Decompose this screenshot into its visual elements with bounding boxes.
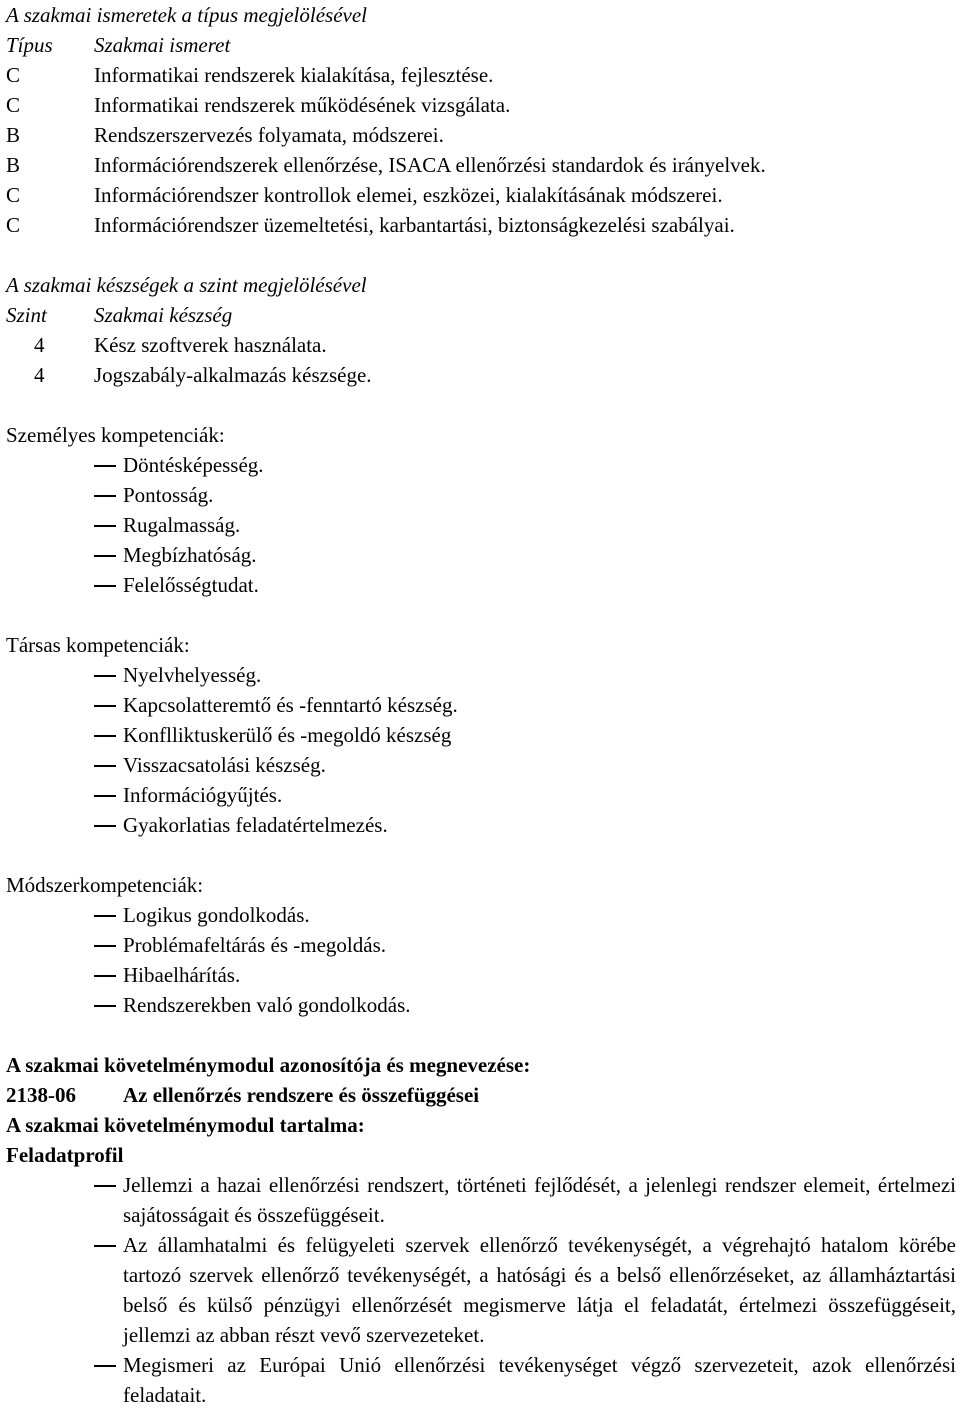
dash-bullet-icon [94,915,116,917]
dash-bullet-icon [94,735,116,737]
dash-bullet-icon [94,765,116,767]
list-item-text: Döntésképesség. [123,453,264,477]
list-item [6,810,958,840]
module-id-row [6,1080,958,1110]
knowledge-row [6,210,958,240]
list-item [6,570,958,600]
col-level-header: Szint [6,303,47,327]
knowledge-text: Információrendszerek ellenőrzése, ISACA ellenőrzési standardok és irányelvek. [94,153,766,177]
dash-bullet-icon [94,1185,116,1187]
task-item [6,1230,956,1350]
knowledge-row [6,180,958,210]
dash-bullet-icon [94,555,116,557]
dash-bullet-icon [94,675,116,677]
dash-bullet-icon [94,525,116,527]
list-item-text: Pontosság. [123,483,214,507]
list-item-text: Logikus gondolkodás. [123,903,310,927]
list-item [6,450,958,480]
module-code: 2138-06 [6,1083,76,1107]
social-competencies-heading: Társas kompetenciák: [6,633,190,657]
dash-bullet-icon [94,585,116,587]
skills-header-row [6,300,958,330]
task-text: Megismeri az Európai Unió ellenőrzési tevékenységet végző szervezeteit, azok ellenőrzési feladatait. [123,1353,956,1407]
knowledge-header-row [6,30,958,60]
task-item [6,1170,956,1230]
list-item-text: Információgyűjtés. [123,783,283,807]
list-item-text: Visszacsatolási készség. [123,753,326,777]
spacer [6,840,958,870]
list-item-text: Rugalmasság. [123,513,241,537]
dash-bullet-icon [94,1365,116,1367]
dash-bullet-icon [94,795,116,797]
list-item-text: Problémafeltárás és -megoldás. [123,933,386,957]
task-text: Jellemzi a hazai ellenőrzési rendszert, történeti fejlődését, a jelenlegi rendszer elemeit, értelmezi sajátosságait és összefüggéseit. [123,1173,956,1227]
knowledge-type: C [6,183,21,207]
social-competencies-list [6,660,958,840]
knowledge-heading: A szakmai ismeretek a típus megjelölésével [6,3,367,27]
knowledge-type: B [6,153,21,177]
task-text: Az államhatalmi és felügyeleti szervek ellenőrző tevékenységét, a végrehajtó hatalom körébe tartozó szervek ellenőrző tevékenységét, a hatósági és a belső ellenőrzéseket, az államháztartási belső és külső pénzügyi ellenőrzését megismerve látja el feladatát, értelmezi összefüggéseit, jellemzi az abban részt vevő szervezeteket. [123,1233,956,1347]
skill-text: Jogszabály-alkalmazás készsége. [94,363,372,387]
task-profile-heading: Feladatprofil [6,1143,124,1167]
task-item [6,1350,956,1410]
list-item-text: Konflliktuskerülő és -megoldó készség [123,723,452,747]
knowledge-text: Információrendszer üzemeltetési, karbantartási, biztonságkezelési szabályai. [94,213,735,237]
method-competencies-heading: Módszerkompetenciák: [6,873,204,897]
dash-bullet-icon [94,465,116,467]
spacer [6,1020,958,1050]
dash-bullet-icon [94,975,116,977]
method-competencies-list [6,900,958,1020]
list-item-text: Rendszerekben való gondolkodás. [123,993,411,1017]
module-id-heading: A szakmai követelménymodul azonosítója és megnevezése: [6,1053,531,1077]
dash-bullet-icon [94,945,116,947]
list-item [6,690,958,720]
list-item [6,660,958,690]
list-item [6,990,958,1020]
dash-bullet-icon [94,1245,116,1247]
list-item-text: Gyakorlatias feladatértelmezés. [123,813,388,837]
personal-competencies-list [6,450,958,600]
col-knowledge-header: Szakmai ismeret [94,33,231,57]
list-item [6,960,958,990]
knowledge-row [6,90,958,120]
module-content-heading: A szakmai követelménymodul tartalma: [6,1113,365,1137]
knowledge-row [6,60,958,90]
knowledge-text: Informatikai rendszerek működésének vizsgálata. [94,93,511,117]
skills-heading: A szakmai készségek a szint megjelölésével [6,273,367,297]
list-item [6,780,958,810]
spacer [6,600,958,630]
list-item-text: Kapcsolatteremtő és -fenntartó készség. [123,693,458,717]
spacer [6,390,958,420]
knowledge-row [6,150,958,180]
list-item [6,900,958,930]
list-item [6,510,958,540]
skill-text: Kész szoftverek használata. [94,333,327,357]
col-skill-header: Szakmai készség [94,303,233,327]
list-item [6,480,958,510]
skill-row [6,360,958,390]
knowledge-text: Információrendszer kontrollok elemei, eszközei, kialakításának módszerei. [94,183,723,207]
dash-bullet-icon [94,495,116,497]
knowledge-text: Rendszerszervezés folyamata, módszerei. [94,123,444,147]
list-item-text: Megbízhatóság. [123,543,257,567]
skill-level: 4 [34,363,45,387]
dash-bullet-icon [94,705,116,707]
list-item [6,720,958,750]
spacer [6,240,958,270]
personal-competencies-heading: Személyes kompetenciák: [6,423,225,447]
list-item [6,930,958,960]
skill-level: 4 [34,333,45,357]
list-item [6,540,958,570]
dash-bullet-icon [94,1005,116,1007]
module-title: Az ellenőrzés rendszere és összefüggései [123,1083,480,1107]
knowledge-type: C [6,63,21,87]
col-type-header: Típus [6,33,53,57]
list-item-text: Felelősségtudat. [123,573,259,597]
knowledge-type: B [6,123,21,147]
list-item [6,750,958,780]
list-item-text: Nyelvhelyesség. [123,663,262,687]
knowledge-type: C [6,213,21,237]
knowledge-text: Informatikai rendszerek kialakítása, fejlesztése. [94,63,494,87]
document-page [6,0,958,1410]
dash-bullet-icon [94,825,116,827]
knowledge-row [6,120,958,150]
skill-row [6,330,958,360]
knowledge-type: C [6,93,21,117]
list-item-text: Hibaelhárítás. [123,963,241,987]
